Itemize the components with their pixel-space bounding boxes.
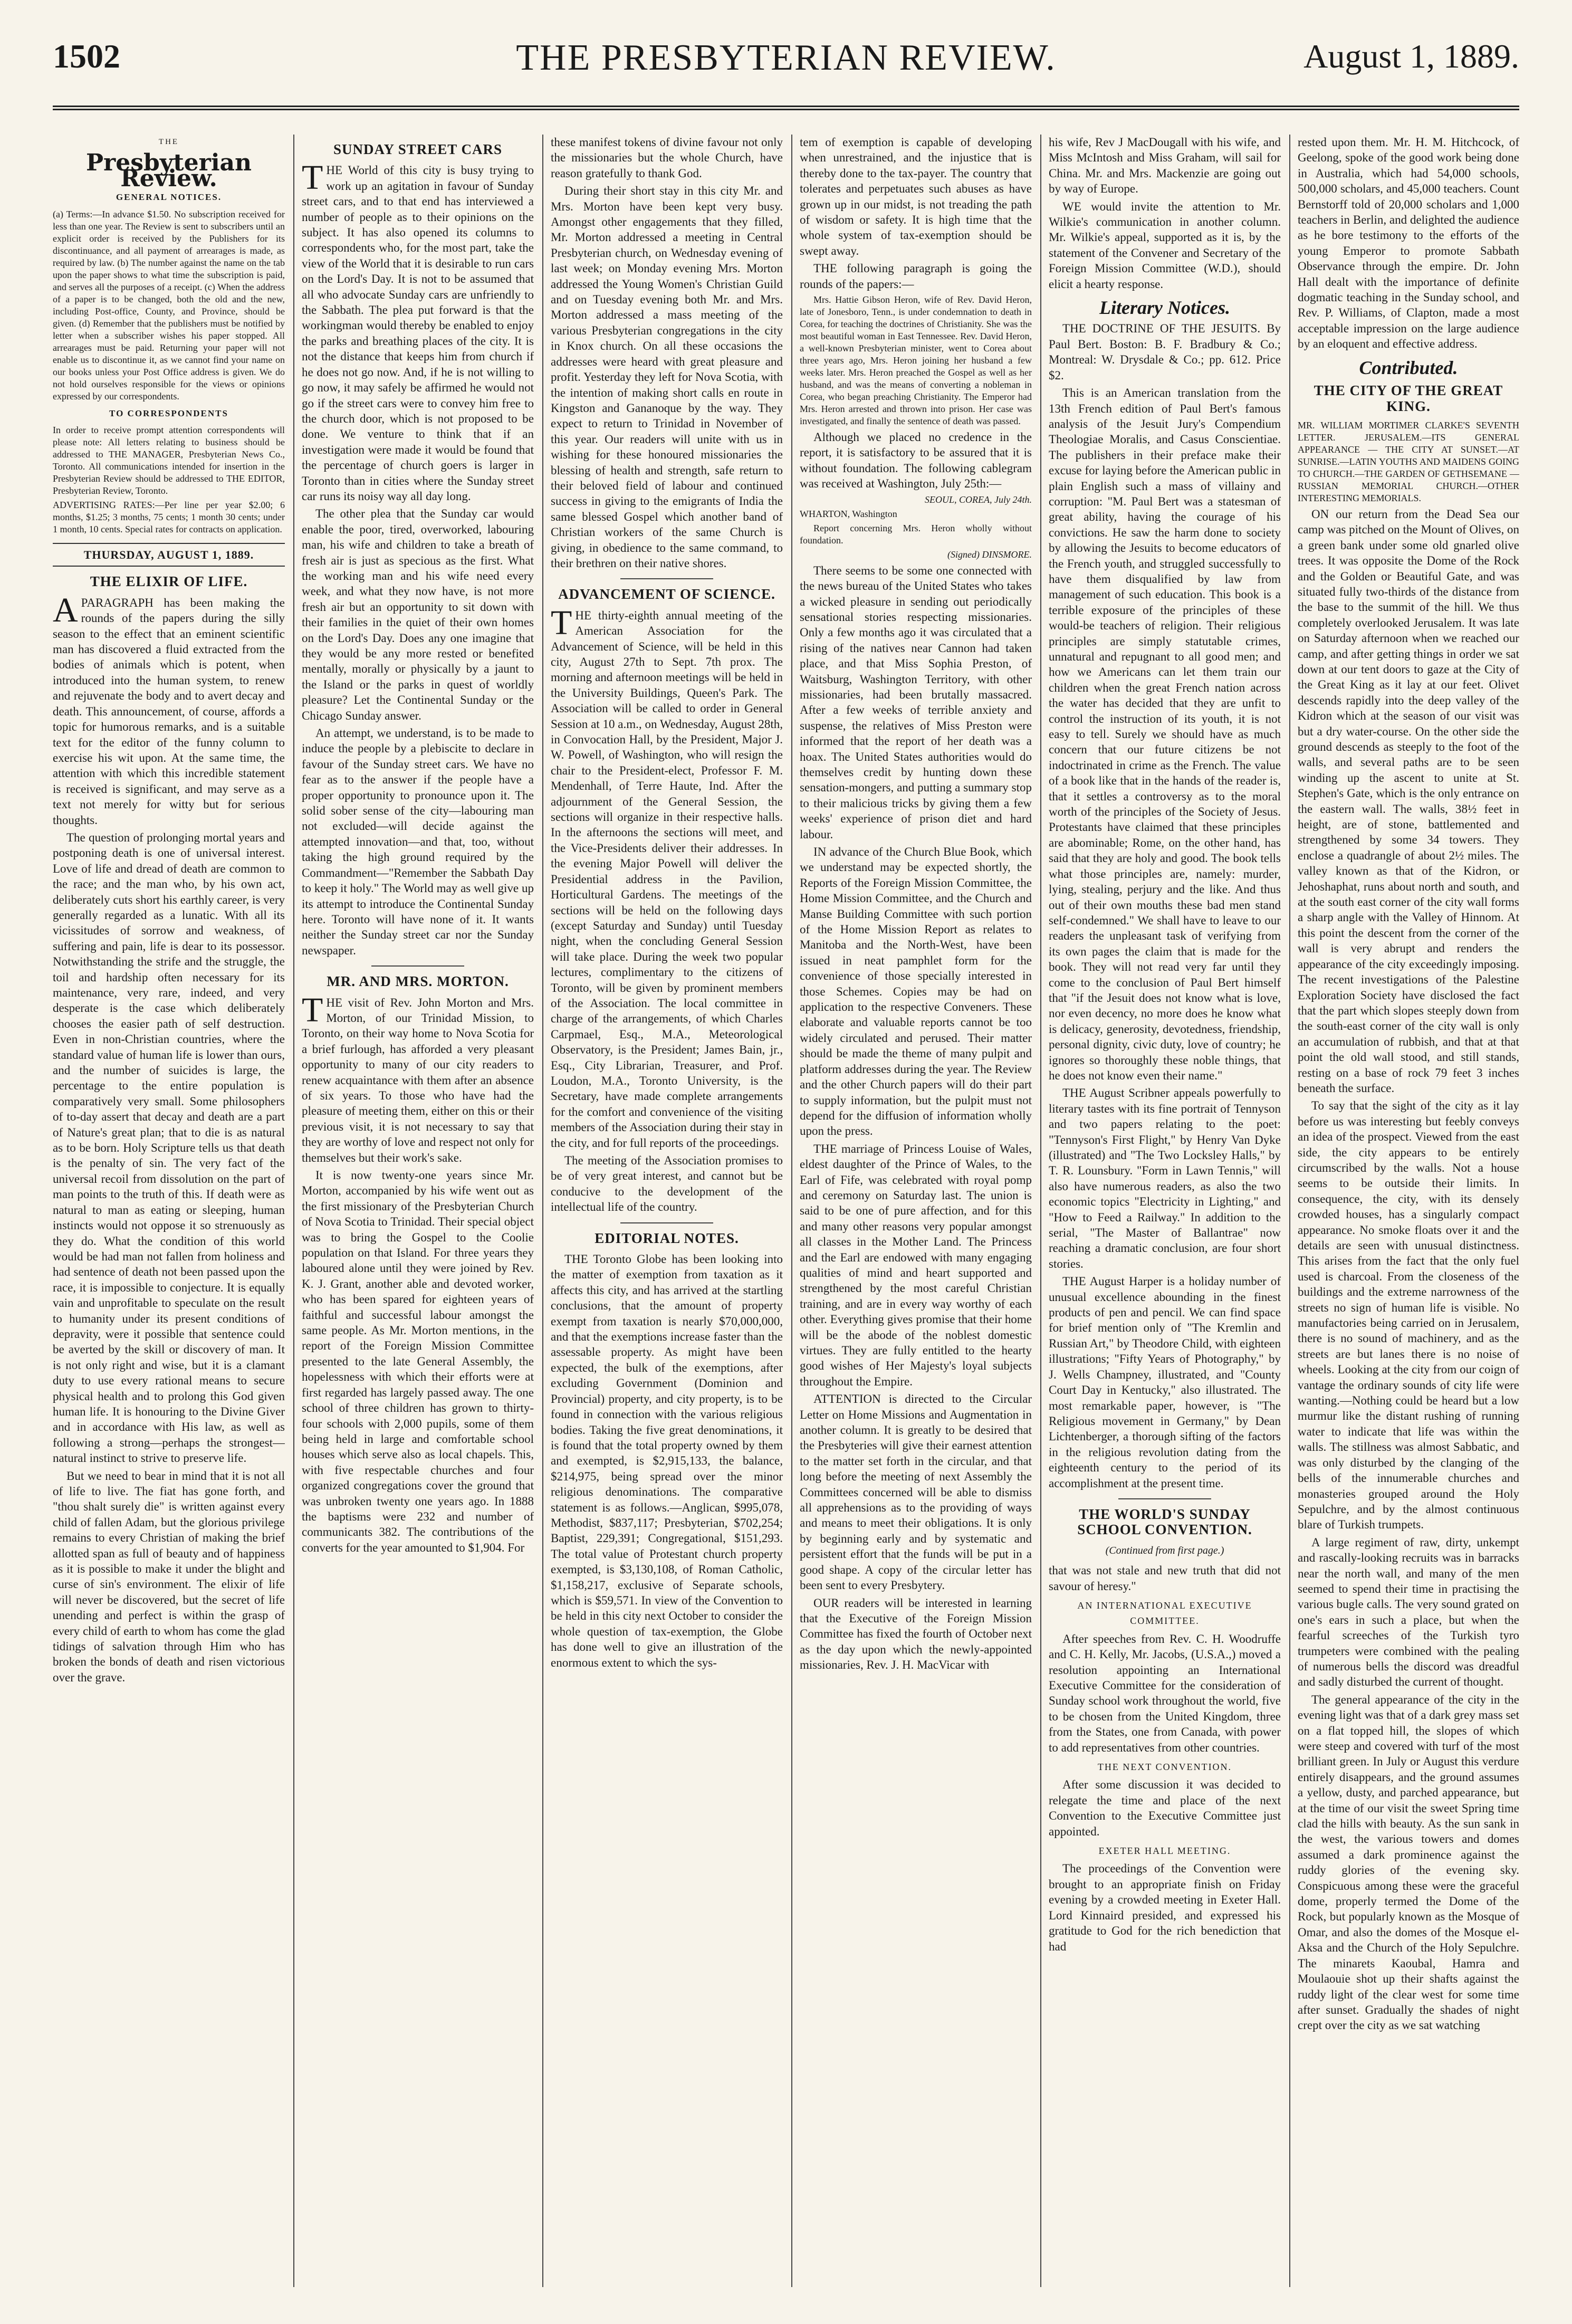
general-notices-text: (a) Terms:—In advance $1.50. No subscription received for less than one year. The Review is sent to subscribers until an explicit order is received by the Publishers for its discontinuance, and all payment of arrearages is made, as required by law. (b) The number against the name on the tab upon the paper shows to what time the subscription is paid, and serves all the purposes of a receipt. (c) When the address of a paper is to be changed, both the old and the new, including Post-office, County, and Province, should be given. (d) Remember that the publishers must be notified by letter when a subscriber wishes his paper stopped. All arrearages must be paid. Returning your paper will not enable us to discontinue it, as we cannot find your name on our books unless your Post Office address is given. We do not hold ourselves responsible for the views or opinions expressed by our correspondents. (53, 208, 285, 401)
sunday-school-paragraph: After some discussion it was decided to relegate the time and place of the next Convention to the Executive Committee just appointed. (1049, 1778, 1281, 1838)
correspondents-heading: TO CORRESPONDENTS (109, 408, 228, 418)
section-divider (620, 578, 713, 579)
elixir-paragraph: The question of prolonging mortal years and postponing death is one of universal interest. Love of life and dread of death are common to the race; and the man who, by his own act, deliberately cuts short his earthly career, is very generally regarded as a lunatic. With all its vicissitudes of sorrow and weakness, of suffering and pain, life is dear to its possessor. Notwithstanding the strife and the struggle, the toil and hardship often necessary for its maintenance, very rare, indeed, and very desperate is the case which deliberately chooses the easier path of self destruction. Even in non-Christian countries, where the standard value of human life is lower than ours, and the number of suicides is large, the percentage to the entire population is comparatively very small. Some philosophers of to-day assert that decay and death are a part of Nature's great plan; that to die is as natural as to be born. Holy Scripture tells us that death is the penalty of sin. The very fact of the universal recoil from dissolution on the part of man points to the truth of this. If death were as natural to man as eating or sleeping, human instincts would not oppose it so strenuously as they do. What the condition of this world would be had man not fallen from holiness and had sentence of death not been passed upon the race, it is impossible to conjecture. It is equally vain and unprofitable to speculate on the result to humanity under its present conditions of depravity, were it possible that sentence could be averted by the skill or discovery of man. It is not only right and wise, but it is a clamant duty to use every rational means to secure physical health and to prolong this God given human life. It is honouring to the Divine Giver and in accordance with His law, as well as following a strong—perhaps the strongest—natural instinct to strive to preserve life. (53, 830, 285, 1465)
sunday-cars-paragraph: The other plea that the Sunday car would enable the poor, tired, overworked, labouring man, his wife and children to take a breath of fresh air is just as specious as the first. What the working man and his wife need every week, and what they now have, is not more fresh air but an opportunity to sit down with their families in the quiet of their own homes on the Lord's Day. Does any one imagine that they would be any more rested or benefited mentally, morally or physically by a jaunt to the Island or the parks in quest of worldly pleasure? Let the Continental Sunday or the Chicago Sunday answer. (302, 507, 534, 722)
continued-note: (Continued from first page.) (1105, 1544, 1224, 1556)
editorial-paragraph: THE following paragraph is going the rounds of the papers:— (800, 262, 1032, 291)
editorial-paragraph: IN advance of the Church Blue Book, which we understand may be expected shortly, the Reports of the Foreign Mission Committee, the Home Mission Committee, and the Church and Manse Building Committee with such portion of the Home Mission Report as relates to Manitoba and the North-West, have been issued in neat pamphlet form for the convenience of those specially interested in those Schemes. Copies may be had on application to the respective Conveners. These elaborate and valuable reports cannot be too widely circulated and perused. Their matter should be made the theme of many pulpit and platform addresses during the year. The Review and the other Church papers will do their part to supply information, but the pulpit must not depend for the diffusion of information wholly upon the press. (800, 845, 1032, 1138)
column-2 (302, 135, 534, 2287)
morton-paragraph: It is now twenty-one years since Mr. Morton, accompanied by his wife went out as the first missionary of the Presbyterian Church of Nova Scotia to Trinidad. Their special object was to bring the Gospel to the Coolie population on that Island. For three years they laboured alone until they were joined by Rev. K. J. Grant, another able and devoted worker, who has been spared for eighteen years of faithful and successful labour amongst the same people. As Mr. Morton mentions, in the report of the Foreign Mission Committee presented to the late General Assembly, the hopelessness with which their efforts were at first regarded has largely passed away. The one school of three children has grown to thirty-four schools with 2,000 pupils, some of them being held in large and comfortable school houses which serve also as local chapels. This, with five respectable churches and four organized congregations cover the ground that was unbroken twenty one years ago. In 1888 the baptisms were 232 and number of communicants 382. The contributions of the converts for the year amounted to $1,904. For (302, 1169, 534, 1554)
section-heading-literary-notices: Literary Notices. (1099, 297, 1230, 319)
article-heading-editorial-notes: EDITORIAL NOTES. (595, 1230, 739, 1246)
subheading-exeter-hall: EXETER HALL MEETING. (1098, 1845, 1231, 1857)
editorial-paragraph: Although we placed no credence in the report, it is satisfactory to be assured that it is without foundation. The following cablegram was received at Washington, July 25th:— (800, 431, 1032, 491)
science-paragraph: The meeting of the Association promises to be of very great interest, and cannot but be conducive to the development of the intellectual life of the country. (551, 1154, 783, 1214)
dateline: THURSDAY, AUGUST 1, 1889. (53, 543, 285, 567)
nameplate: Presbyterian Review. (85, 149, 252, 192)
elixir-paragraph: But we need to bear in mind that it is not all of life to live. The fiat has gone forth, and "thou shalt surely die" is written against every child of fallen Adam, but the glorious privilege remains to every Christian of making the brief allotted span as full of beauty and of happiness as it is possible to make it under the blight and curse of sin's environment. The elixir of life will never be discovered, but the secret of life unending and perfect is within the grasp of every child of earth to whom has come the glad tidings of salvation through Him who has broken the bonds of death and risen victorious over the grave. (53, 1469, 285, 1684)
editorial-paragraph: THE Toronto Globe has been looking into the matter of exemption from taxation as it affects this city, and has arrived at the startling conclusions, that the amount of property exempt from taxation is nearly $70,000,000, and that the exemptions increase faster than the assessable property. As might have been expected, the bulk of the exemptions, after excluding Government (Dominion and Provincial) property, and city property, is to be found in connection with the various religious bodies. Taking the five great denominations, it is found that the total property owned by them and exempted, is $2,915,133, the balance, $214,975, being spread over the minor religious denominations. The comparative statement is as follows.—Anglican, $995,078, Methodist, $837,117; Presbyterian, $702,254; Baptist, 229,391; Congregational, $151,293. The total value of Protestant church property exempted, is $3,130,108, of Roman Catholic, $1,158,217, exclusive of Separate schools, which is $59,571. In view of the Convention to be held in this city next October to consider the whole question of tax-exemption, the Globe has done well to give an illustration of the enormous extent to which the sys- (551, 1252, 783, 1669)
editorial-paragraph: OUR readers will be interested in learning that the Executive of the Foreign Mission Committee has fixed the fourth of October next as the day upon which the newly-appointed missionaries, Rev. J. H. MacVicar with (800, 1596, 1032, 1672)
section-divider (371, 965, 464, 967)
section-divider (620, 1222, 713, 1223)
column-1 (53, 135, 285, 2287)
column-rule (1040, 135, 1041, 2287)
editorial-paragraph: THE marriage of Princess Louise of Wales, eldest daughter of the Prince of Wales, to the Earl of Fife, was celebrated with royal pomp and ceremony on Saturday last. The union is said to be one of pure affection, and for this and many other reasons very popular amongst all classes in the Mother Land. The Princess and the Earl are endowed with many engaging qualities of mind and heart supported and strengthened by the most careful Christian training, and are in every way worthy of each other. Everything gives promise that their home will be the abode of the noblest domestic virtues. They are fully entitled to the hearty good wishes of Her Majesty's loyal subjects throughout the Empire. (800, 1142, 1032, 1388)
article-heading-city-great-king: THE CITY OF THE GREAT KING. (1314, 382, 1503, 414)
literary-paragraph: THE August Scribner appeals powerfully to literary tastes with its fine portrait of Tennyson and two papers relating to the poet: "Tennyson's First Flight," by Henry Van Dyke (illustrated) and "The Two Locksley Halls," by T. R. Lounsbury. "Form in Lawn Tennis," will also have numerous readers, as also the two economic topics "Electricity in Lighting," and "How to Feed a Railway." In addition to the serial, "The Master of Ballantrae" now reaching a dramatic conclusion, are four short stories. (1049, 1086, 1281, 1270)
masthead-rule-thin (53, 109, 1519, 110)
city-paragraph: To say that the sight of the city as it lay before us was interesting but feebly conveys an idea of the prospect. Viewed from the east side, the city appears to be entirely circumscribed by the walls. Not a house seems to be outside their limits. In consequence, the city, with its densely crowded houses, has a singularly compact appearance. No smoke floats over it and the details are seen with unusual distinctness. This arises from the fact that the only fuel used is charcoal. From the closeness of the buildings and the extreme narrowness of the streets no sign of human life is visible. No manufactories being carried on in Jerusalem, there is no sound of machinery, and as the streets are but lanes there is no noise of wheels. Looking at the city from our coign of vantage the ordinary sounds of city life were wanting.—Nothing could be heard but a low murmur like the distant rushing of running water to indicate that life was within the walls. The stillness was almost Sabbatic, and was only disturbed by the clanging of the bells of the innumerable churches and monasteries grouped around the Holy Sepulchre, and by the almost continuous blare of Turkish trumpets. (1298, 1099, 1519, 1532)
page-number: 1502 (53, 37, 120, 75)
morton-paragraph: these manifest tokens of divine favour not only the missionaries but the whole Church, have reason gratefully to thank God. (551, 136, 783, 180)
column-4 (800, 135, 1032, 2287)
sunday-cars-paragraph: THE World of this city is busy trying to work up an agitation in favour of Sunday street cars, and to that end has interviewed a number of people as to their opinions on the subject. It has also opened its columns to correspondents who, for the most part, take the view of the World that it is desirable to run cars on the Lord's Day. It is not to be assumed that all who advocate Sunday cars are unfriendly to the Sabbath. The plea put forward is that the workingman would thereby be enabled to enjoy the parks and breathing places of the city. It is not the distance that keeps him from church if he does not go now. And, if he is not willing to go now, it may safely be affirmed he would not go if the street cars were to convey him free to the church door, which is not proposed to be done. We venture to think that if an investigation were made it would be found that the percentage of church goers is larger in Toronto than in cities where the Sunday street car runs its noisy way all day long. (302, 158, 534, 503)
editorial-paragraph: ATTENTION is directed to the Circular Letter on Home Missions and Augmentation in another column. It is greatly to be desired that the Presbyteries will give their earnest attention to the matter set forth in the circular, and that long before the meeting of next Assembly the Committees concerned will be able to dismiss all apprehensions as to the providing of ways and means to meet their obligations. It is only by beginning early and by systematic and persistent effort that the funds will be put in a good shape. A copy of the circular letter has been sent to every Presbytery. (800, 1392, 1032, 1592)
literary-paragraph: THE DOCTRINE OF THE JESUITS. By Paul Bert. Boston: B. F. Bradbury & Co.; Montreal: W. Drysdale & Co.; pp. 612. Price $2. (1049, 322, 1281, 382)
subheading-executive: AN INTERNATIONAL EXECUTIVE COMMITTEE. (1077, 1600, 1252, 1627)
sunday-school-paragraph: that was not stale and new truth that did not savour of heresy." (1049, 1564, 1281, 1593)
column-3 (551, 135, 783, 2287)
column-rule (542, 135, 543, 2287)
cable-body: Report concerning Mrs. Heron wholly without foundation. (800, 522, 1032, 546)
general-notices-heading: GENERAL NOTICES. (116, 192, 222, 203)
section-divider (1118, 1498, 1211, 1499)
editorial-paragraph: his wife, Rev J MacDougall with his wife, and Miss McIntosh and Miss Graham, will sail for China. Mr. and Mrs. Mackenzie are going out by way of Europe. (1049, 136, 1281, 196)
science-paragraph: THE thirty-eighth annual meeting of the American Association for the Advancement of Science, will be held in this city, August 27th to Sept. 7th prox. The morning and afternoon meetings will be held in the University Buildings, Queen's Park. The Association will be called to order in General Session at 10 a.m., on Wednesday, August 28th, in Convocation Hall, by the President, Major J. W. Powell, of Washington, who will resign the chair to the President-elect, Professor F. M. Mendenhall, of Terre Haute, Ind. After the adjournment of the General Session, the sections will organize in their respective halls. In the afternoons the sections will meet, and the Vice-Presidents deliver their addresses. In the evening Major Powell will deliver the Presidential address in the Pavilion, Horticultural Gardens. The meetings of the sections will be held on the following days (except Saturday and Sunday) until Tuesday night, when the concluding General Session will take place. During the week two popular lectures, complimentary to the citizens of Toronto, will be given by prominent members of the Association. The local committee in charge of the arrangements, of which Charles Carpmael, Esq., M.A., Meteorological Observatory, is the President; James Bain, jr., Esq., City Librarian, Treasurer, and Prof. Loudon, M.A., Toronto University, is the Secretary, have made complete arrangements for the comfort and convenience of the visiting members of the Association during their stay in the city, and for full reports of the proceedings. (551, 603, 783, 1150)
cable-signature: (Signed) DINSMORE. (947, 549, 1032, 560)
column-5 (1049, 135, 1281, 2287)
editorial-paragraph: There seems to be some one connected with the news bureau of the United States who takes a wicked pleasure in sending out periodically sensational stories respecting missionaries. Only a few months ago it was circulated that a rising of the natives near Cannon had taken place, and that Miss Sophia Preston, of Waitsburg, Washington Territory, with other missionaries, had been brutally massacred. After a few weeks of terrible anxiety and suspense, the relatives of Miss Preston were informed that the report of her death was a hoax. The United States authorities would do themselves credit by hunting down these sensation-mongers, and putting a summary stop to their malicious tricks by giving them a few weeks' experience of prison diet and hard labour. (800, 563, 1032, 841)
editorial-paragraph: WE would invite the attention to Mr. Wilkie's communication in another column. Mr. Wilkie's appeal, supported as it is, by the statement of the Convener and Secretary of the Foreign Mission Committee (W.D.), should elicit a hearty response. (1049, 199, 1281, 291)
section-heading-contributed: Contributed. (1359, 357, 1458, 378)
advertising-rates: ADVERTISING RATES:—Per line per year $2.00; 6 months, $1.25; 3 months, 75 cents; 1 month 30 cents; under 1 month, 10 cents. Special rates for contracts on application. (53, 500, 285, 535)
subheading-next-convention: THE NEXT CONVENTION. (1097, 1762, 1232, 1773)
elixir-paragraph: APARAGRAPH has been making the rounds of the papers during the silly season to the effect that an eminent scientific man has discovered a fluid extracted from the bodies of animals which is potent, when introduced into the human system, to renew and rejuvenate the body and to avert decay and death. This announcement, of course, affords a topic for humorous remarks, and is a suitable text for the editor of the funny column to exercise his wit upon. At the same time, the attention with which this incredible statement is received is significant, and may serve as a text not merely for witty but for serious thoughts. (53, 590, 285, 827)
city-paragraph: The general appearance of the city in the evening light was that of a dark grey mass set on a flat topped hill, the slopes of which were steep and covered with turf of the most brilliant green. In July or August this verdure entirely disappears, and the ground assumes a yellow, dusty, and parched appearance, but at the time of our visit the sweet Spring time clad the hills with beauty. As the sun sank in the west, the various towers and domes assumed a dark prominence against the ruddy glories of the evening sky. Conspicuous among these were the graceful dome, properly termed the Dome of the Rock, but popularly known as the Mosque of Omar, and also the domes of the Mosque el-Aksa and the Church of the Holy Sepulchre. The minarets Kaoubal, Hamra and Moulaouie shot up their shafts against the ruddy light of the clear west for some time after sunset. Gradually the shades of night crept over the city as we sat watching (1298, 1692, 1519, 2032)
morton-paragraph: THE visit of Rev. John Morton and Mrs. Morton, of our Trinidad Mission, to Toronto, on their way home to Nova Scotia for a brief furlough, has afforded a very pleasant opportunity to many of our city readers to renew acquaintance with them after an absence of six years. To those who have had the pleasure of meeting them, either on this or their previous visit, it is not necessary to say that they are worthy of love and respect not only for themselves but their work's sake. (302, 990, 534, 1164)
newspaper-title: THE PRESBYTERIAN REVIEW. (516, 37, 1056, 78)
cable-recipient: WHARTON, Washington (800, 508, 897, 519)
editorial-paragraph: tem of exemption is capable of developing when unrestrained, and the injustice that is thereby done to the tax-payer. The country that tolerates and perpetuates such abuses as have grown up in our midst, is not treading the path of wisdom or safety. It is high time that the whole system of tax-exemption should be swept away. (800, 136, 1032, 257)
article-heading-science: ADVANCEMENT OF SCIENCE. (558, 586, 775, 602)
article-heading-sunday-school: THE WORLD'S SUNDAY SCHOOL CONVENTION. (1077, 1506, 1252, 1538)
city-paragraph: A large regiment of raw, dirty, unkempt and rascally-looking recruits was in barracks near the north wall, and many of the men seemed to spend their time in practising the various bugle calls. The very sound grated on one's ears in such a place, but when the fearful screeches of the Turkish tyro trumpeters were combined with the pealing of numerous bells the discord was dreadful and sadly disturbed the current of thought. (1298, 1535, 1519, 1689)
cable-place: SEOUL, COREA, July 24th. (925, 494, 1032, 505)
article-heading-sunday-cars: SUNDAY STREET CARS (333, 141, 503, 157)
sunday-school-paragraph: After speeches from Rev. C. H. Woodruffe and C. H. Kelly, Mr. Jacobs, (U.S.A.,) moved a resolution appointing an International Executive Committee for the consideration of Sunday school work throughout the world, five to be chosen from the United Kingdom, three from the States, one from Canada, with power to add representatives from other countries. (1049, 1632, 1281, 1754)
quoted-paragraph: Mrs. Hattie Gibson Heron, wife of Rev. David Heron, late of Jonesboro, Tenn., is under condemnation to death in Corea, for teaching the doctrines of Christianity. She was the most beautiful woman in East Tennessee. Rev. David Heron, a well-known Presbyterian minister, went to Corea about three years ago, Mrs. Heron joining her husband a few weeks later. Mrs. Heron preached the Gospel as well as her husband, and was the means of converting a nobleman in Corea, who began preaching Christianity. The Emperor had Mrs. Heron arrested and thrown into prison. Her case was investigated, and finally the sentence of death was passed. (800, 294, 1032, 427)
masthead-rule (53, 106, 1519, 107)
literary-paragraph: This is an American translation from the 13th French edition of Paul Bert's famous analysis of the Jesuit Jury's Compendium Theologiae Moralis, and Casus Conscientiae. The publishers in their preface make their excuse for laying before the American public in plain English such a mass of villainy and corruption: "M. Paul Bert was a statesman of great ability, having the courage of his convictions. He saw the harm done to society by allowing the Jesuits to become educators of the French youth, and struggled successfully to have them disqualified by law from management of such education. This book is a terrible exposure of the principles of these would-be teachers of religion. Their religious principles are simply statutable crimes, unnatural and repugnant to all good men; and how we Americans can let them train our children when the great French nation across the water has decided that they are unfit to control the instruction of its youth, it is not easy to tell. Surely we should have as much concern that our future citizens be not indoctrinated in crime as the French. The value of a book like that in the hands of the reader is, that it settles a controversy as to the moral worth of the principles of the Society of Jesus. Protestants have claimed that these principles are abominable; Rome, on the other hand, has said that they are holy and good. The book tells what those principles are, namely: murder, lying, stealing, perjury and the like. And thus out of their own mouths these bad men stand self-condemned." We shall have to leave to our readers the unpleasant task of verifying from its own pages the claim that is made for the book. They will not read very far until they come to the conclusion of Paul Bert himself that "if the Jesuit does not know what is love, nor even decency, no more does he know what is delicacy, generosity, devotedness, friendship, personal dignity, civic duty, love of country; he ignores so thoroughly these noble things, that he does not know even their name." (1049, 386, 1281, 1082)
article-heading-morton: MR. AND MRS. MORTON. (327, 973, 509, 990)
column-6 (1298, 135, 1519, 2287)
issue-date: August 1, 1889. (1303, 37, 1519, 75)
nameplate-the: THE (158, 138, 179, 146)
masthead (53, 37, 1519, 84)
column-rule (1289, 135, 1290, 2287)
city-paragraph: ON our return from the Dead Sea our camp was pitched on the Mount of Olives, on a green bank under some old gnarled olive trees. It was opposite the Dome of the Rock and the Golden or Beautiful Gate, and was situated fully two-thirds of the distance from the base to the summit of the hill. We thus completely overlooked Jerusalem. It was late on Saturday afternoon when we reached our camp, and after getting things in order we sat down at our tent doors to gaze at the City of the Great King as it lay at our feet. Olivet descends rapidly into the deep valley of the Kidron which at the season of our visit was but a dry water-course. On the other side the ground descends as steeply to the foot of the walls, and several paths are to be seen winding up the ascent to unite at St. Stephen's Gate, which is the only entrance on the eastern wall. The walls, 38½ feet in height, are of stone, battlemented and strengthened by some 34 towers. They enclose a quadrangle of about 2½ miles. The valley known as that of the Kidron, or Jehoshaphat, runs about north and south, and at the south east corner of the city wall forms a sharp angle with the Valley of Hinnom. At this point the descent from the corner of the wall is very abrupt and renders the appearance of the city exceedingly imposing. The recent investigations of the Palestine Exploration Society have disclosed the fact that the part which slopes steeply down from the south-east corner of the city wall is only an accumulation of rubbish, and that at that point the old wall stood, and still stands, resting on a base of rock 79 feet 3 inches beneath the surface. (1298, 507, 1519, 1095)
sunday-school-paragraph: rested upon them. Mr. H. M. Hitchcock, of Geelong, spoke of the good work being done in Australia, which had 54,000 schools, 500,000 scholars, and 45,000 teachers. Count Bernstorff told of 20,000 scholars and 1,000 teachers in Berlin, and delighted the audience as he bore testimony to the efforts of the young Emperor to promote Sabbath Observance through the empire. Dr. John Hall dealt with the importance of definite dogmatic teaching in the Sunday school, and Rev. P. Williams, of Clapton, made a most acceptable impression on the large audience by an eloquent and effective address. (1298, 136, 1519, 351)
morton-paragraph: During their short stay in this city Mr. and Mrs. Morton have been kept very busy. Amongst other engagements that they filled, Mr. Morton addressed a meeting in Central Presbyterian church, on Wednesday evening of last week; on Monday evening Mrs. Morton addressed the Young Women's Christian Guild and on Tuesday evening both Mr. and Mrs. Morton addressed a mass meeting of the various Presbyterian congregations in the city in Knox church. On all these occasions the addresses were heard with great pleasure and profit. Yesterday they left for Nova Scotia, with the intention of making short calls en route in Kingston and Gananoque by the way. They expect to return to Trinidad in November of this year. Our readers will unite with us in wishing for these honoured missionaries the blessing of health and strength, safe return to their beloved field of labour and continued success in giving to the emigrants of India the same blessed Gospel which another band of Christian workers of the same Church is giving, in obedience to the same command, to their brethren on their native shores. (551, 184, 783, 570)
sunday-cars-paragraph: An attempt, we understand, is to be made to induce the people by a plebiscite to declare in favour of the Sunday street cars. We have no fear as to the answer if the people have a proper opportunity to pronounce upon it. The solid sober sense of the city—labouring man not excluded—will decide against the attempted innovation—and that, too, without taking the high ground required by the Commandment—"Remember the Sabbath Day to keep it holy." The World may as well give up its attempt to introduce the Continental Sunday here. Toronto will have none of it. It wants neither the Sunday street car nor the Sunday newspaper. (302, 726, 534, 957)
article-subtitle: MR. WILLIAM MORTIMER CLARKE'S SEVENTH LETTER. JERUSALEM.—ITS GENERAL APPEARANCE — THE CITY AT SUNSET.—AT SUNRISE.—LATIN YOUTHS AND MAIDENS GOING TO CHURCH.—THE GARDEN OF GETHSEMANE — RUSSIAN MEMORIAL CHURCH.—OTHER INTERESTING MEMORIALS. (1298, 419, 1519, 503)
correspondents-text: In order to receive prompt attention correspondents will please note: All letters relating to business should be addressed to THE MANAGER, Presbyterian News Co., Toronto. All communications intended for insertion in the Presbyterian Review should be addressed to THE EDITOR, Presbyterian Review, Toronto. (53, 425, 285, 496)
literary-paragraph: THE August Harper is a holiday number of unusual excellence abounding in the finest products of pen and pencil. We can find space for brief mention only of "The Kremlin and Russian Art," by Theodore Child, with eighteen illustrations; "Fifty Years of Photography," by J. Wells Champney, illustrated, and "County Court Day in Kentucky," also illustrated. The most remarkable paper, however, is "The Religious movement in Germany," by Dean Lichtenberger, a thorough sifting of the factors in the religious revolution dating from the eighteenth century to the period of its accomplishment at the present time. (1049, 1275, 1281, 1490)
column-rule (293, 135, 294, 2287)
sunday-school-paragraph: The proceedings of the Convention were brought to an appropriate finish on Friday evening by a crowded meeting in Exeter Hall. Lord Kinnaird presided, and expressed his gratitude to God for the rich benediction that had (1049, 1862, 1281, 1953)
article-heading-elixir: THE ELIXIR OF LIFE. (90, 573, 248, 590)
column-rule (791, 135, 792, 2287)
